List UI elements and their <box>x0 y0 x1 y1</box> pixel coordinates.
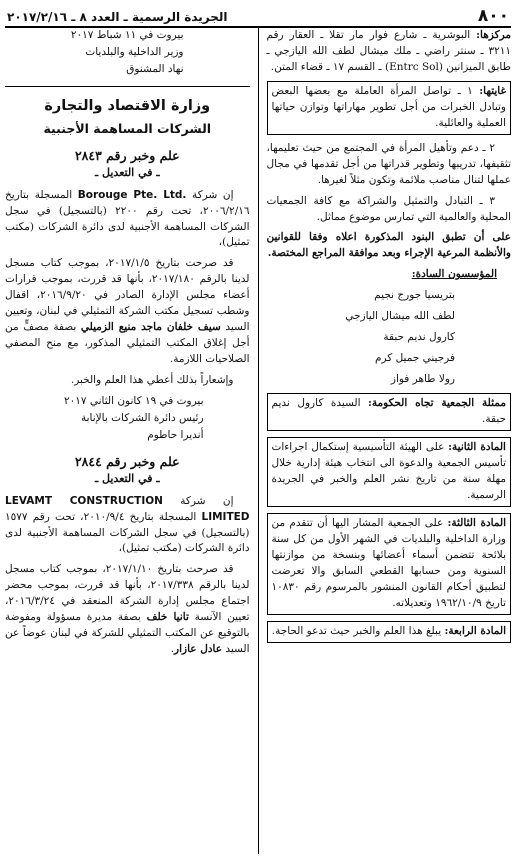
article-3 <box>272 516 507 612</box>
signature-1-date: بيروت في ١١ شباط ٢٠١٧ <box>70 29 184 41</box>
page-number: ٨٠٠ <box>477 6 509 26</box>
notice-2-subtitle: ـ في التعديل ـ <box>94 471 160 485</box>
hq-text: البوشرية ـ شارع فوار مار تقلا ـ العقار رقم ٣٢١١ ـ سنتر راضي ـ ملك ميشال لطف الله اليازجي ـ طابق الميزانين (Entrc Sol) ـ القسم ١٧ ـ قضاء المتن. <box>266 29 511 73</box>
notice-2-p1-end: المسجلة بتاريخ ٢٠١٠/٩/٤، تحت رقم ١٥٧٧ (بالتسجيل) في سجل الشركات المساهمة الأجنبية لدى دائرة الشركات (مكتب تمثيل)، <box>5 510 250 555</box>
founder-2: لطف الله ميشال اليازجي <box>345 310 455 323</box>
column-divider <box>258 28 259 854</box>
notice-2-title: علم وخبر رقم ٢٨٤٤ <box>74 453 180 469</box>
notice-2-paragraph-1 <box>5 494 250 558</box>
gov-rep-label: ممثلة الجمعية تجاه الحكومة: <box>368 397 506 410</box>
content-columns <box>5 28 511 854</box>
aims-label: غايتها: <box>479 84 506 97</box>
article-4-label: المادة الرابعة: <box>444 624 506 637</box>
hq-paragraph <box>267 28 512 76</box>
signature-1-name: نهاد المشنوق <box>126 62 184 75</box>
aims-1 <box>272 84 507 132</box>
article-3-box <box>267 513 512 615</box>
gazette-issue-title: الجريدة الرسمية ـ العدد ٨ ـ ٢٠١٧/٢/١٦ <box>7 10 228 24</box>
article-2-text: على الهيئة التأسيسية إستكمال اجراءات تأسيس الجمعية والدعوة الى انتخاب هيئة إدارية خلال مهلة سنة من تاريخ نشر العلم والخبر في الجريدة الرسمية. <box>271 441 506 501</box>
article-2-label: المادة الثانية: <box>448 441 506 454</box>
gov-rep-box <box>267 393 512 431</box>
article-4-text: يبلغ هذا العلم والخبر حيث تدعو الحاجة. <box>271 624 445 637</box>
notice-1-paragraph-2 <box>5 256 250 368</box>
signature-1-role: وزير الداخلية والبلديات <box>85 45 184 58</box>
section-divider <box>5 86 250 87</box>
notice-2-paragraph-2 <box>5 562 250 658</box>
notice-2-p2-end: . <box>170 643 175 656</box>
notice-2-former-manager: عادل عازار <box>174 643 222 656</box>
signature-2-role: رئيس دائرة الشركات بالإنابة <box>81 412 204 424</box>
founder-5: رولا طاهر فواز <box>390 373 455 386</box>
notice-2-company: LEVAMT CONSTRUCTION LIMITED <box>5 494 250 523</box>
hq-label: مركزها: <box>476 29 511 41</box>
article-4 <box>272 624 507 640</box>
page-header <box>5 6 511 28</box>
article-2-box <box>267 437 512 507</box>
notice-2-p1-start: إن شركة <box>162 494 234 507</box>
notice-1-paragraph-3: وإشعاراً بذلك أعطي هذا العلم والخبر. <box>70 374 234 387</box>
founder-3: كارول نديم حبقة <box>383 331 455 344</box>
condition-paragraph: على أن تطبق البنود المذكورة اعلاه وفقا للقوانين والأنظمة المرعية الإجراء وبعد موافقة المراجع المختصة. <box>266 231 511 260</box>
notice-1-liquidator: سيف خلفان ماجد منيع الزميلي <box>80 321 221 334</box>
aims-3: ٣ ـ التبادل والتمثيل والشراكة مع كافة الجمعيات المحلية والعالمية التي تمارس موضوع مماثل. <box>266 194 511 223</box>
aims-1-text: ١ ـ تواصل المرأة العاملة مع بعضها البعض وتبادل الخبرات من أجل تطوير مهاراتها وتوازن حياتها العملية والعائلية. <box>271 84 506 129</box>
notice-1-p2-end: بصفة مصفٍّ من أجل إغلاق المكتب التمثيلي المذكور، مع منح المصفي الصلاحيات اللازمة. <box>5 321 250 366</box>
founder-4: فرجيني جميل كرم <box>374 352 455 365</box>
gov-rep-paragraph <box>272 396 507 428</box>
founders-label: المؤسسون السادة: <box>411 268 497 281</box>
notice-2-p2-middle: بصفة مديرة مسؤولة ومفوضة بالتوقيع عن المكتب التمثيلي للشركة في لبنان عوضاً عن السيد <box>5 611 250 656</box>
article-2 <box>272 440 507 504</box>
right-column <box>261 28 512 854</box>
founder-1: بتريسيا جورج نجيم <box>374 289 455 302</box>
article-4-box <box>267 621 512 643</box>
article-3-label: المادة الثالثة: <box>447 516 507 529</box>
gov-rep-text: السيدة كارول نديم حبقة. <box>271 397 506 426</box>
aims-2: ٢ ـ دعم وتأهيل المرأة في المجتمع من حيث تعليمها، تثقيفها، تدريبها وتطوير قدراتها من أجل تقدمها في مجال عملها لتنال مناصب ملائمة وتكون مثلاً لغيرها. <box>266 141 511 186</box>
aims-box <box>267 81 512 135</box>
notice-1-company: Borouge Pte. Ltd. <box>77 188 187 201</box>
ministry-title: وزارة الاقتصاد والتجارة <box>44 97 211 114</box>
article-3-text: على الجمعية المشار اليها أن تتقدم من وزارة الداخلية والبلديات في الشهر الأول من كل سنة بلائحة تتضمن أسماء أعضائها وبنسخة من موازنتها السنوية ومن حسابها القطعي السابق والا تعرضت لتطبيق أحكام القانون المنشور بالمرسوم رقم ١٠٨٣٠ تاريخ ١٩٦٢/١٠/٩ وتعديلاته. <box>271 516 506 609</box>
notice-1-subtitle: ـ في التعديل ـ <box>94 165 160 179</box>
signature-2-name: أنديرا حاطوم <box>147 428 204 441</box>
department-title: الشركات المساهمة الأجنبية <box>43 120 212 136</box>
notice-1-p1-start: إن شركة <box>186 188 234 201</box>
notice-1-p1-end: المسجلة بتاريخ ٢٠٠٦/٢/١٦، تحت رقم ٢٢٠٠ (بالتسجيل) في سجل الشركات المساهمة الأجنبية لدى دائرة الشركات (مكتب تمثيل)، <box>5 188 250 249</box>
notice-2-new-manager: تانيا خلف <box>146 611 189 624</box>
notice-2-p2-start: قد صرحت بتاريخ ٢٠١٧/١/١٠، بموجب كتاب مسجل لدينا بالرقم ٢٠١٧/٣٣٨، بأنها قد قررت، بموجب محضر اجتماع مجلس إدارة الشركة المنعقد في ٢٠١٦/٣/٢٤، تعيين الآنسة <box>5 563 250 624</box>
left-column <box>5 28 256 854</box>
notice-1-p2-start: قد صرحت بتاريخ ٢٠١٧/١/٥، بموجب كتاب مسجل لدينا بالرقم ٢٠١٧/١٨٠، بأنها قد قررت، بموجب قرارات أعضاء مجلس الإدارة الصادر في ٢٠١٦/٩/٢٠، اقفال وشطب تسجيل مكتب الشركة التمثيلي في لبنان، وتعيين السيد <box>5 257 250 334</box>
notice-1-title: علم وخبر رقم ٢٨٤٣ <box>74 147 180 163</box>
signature-2-date: بيروت في ١٩ كانون الثاني ٢٠١٧ <box>63 395 204 408</box>
notice-1-paragraph-1 <box>5 188 250 252</box>
